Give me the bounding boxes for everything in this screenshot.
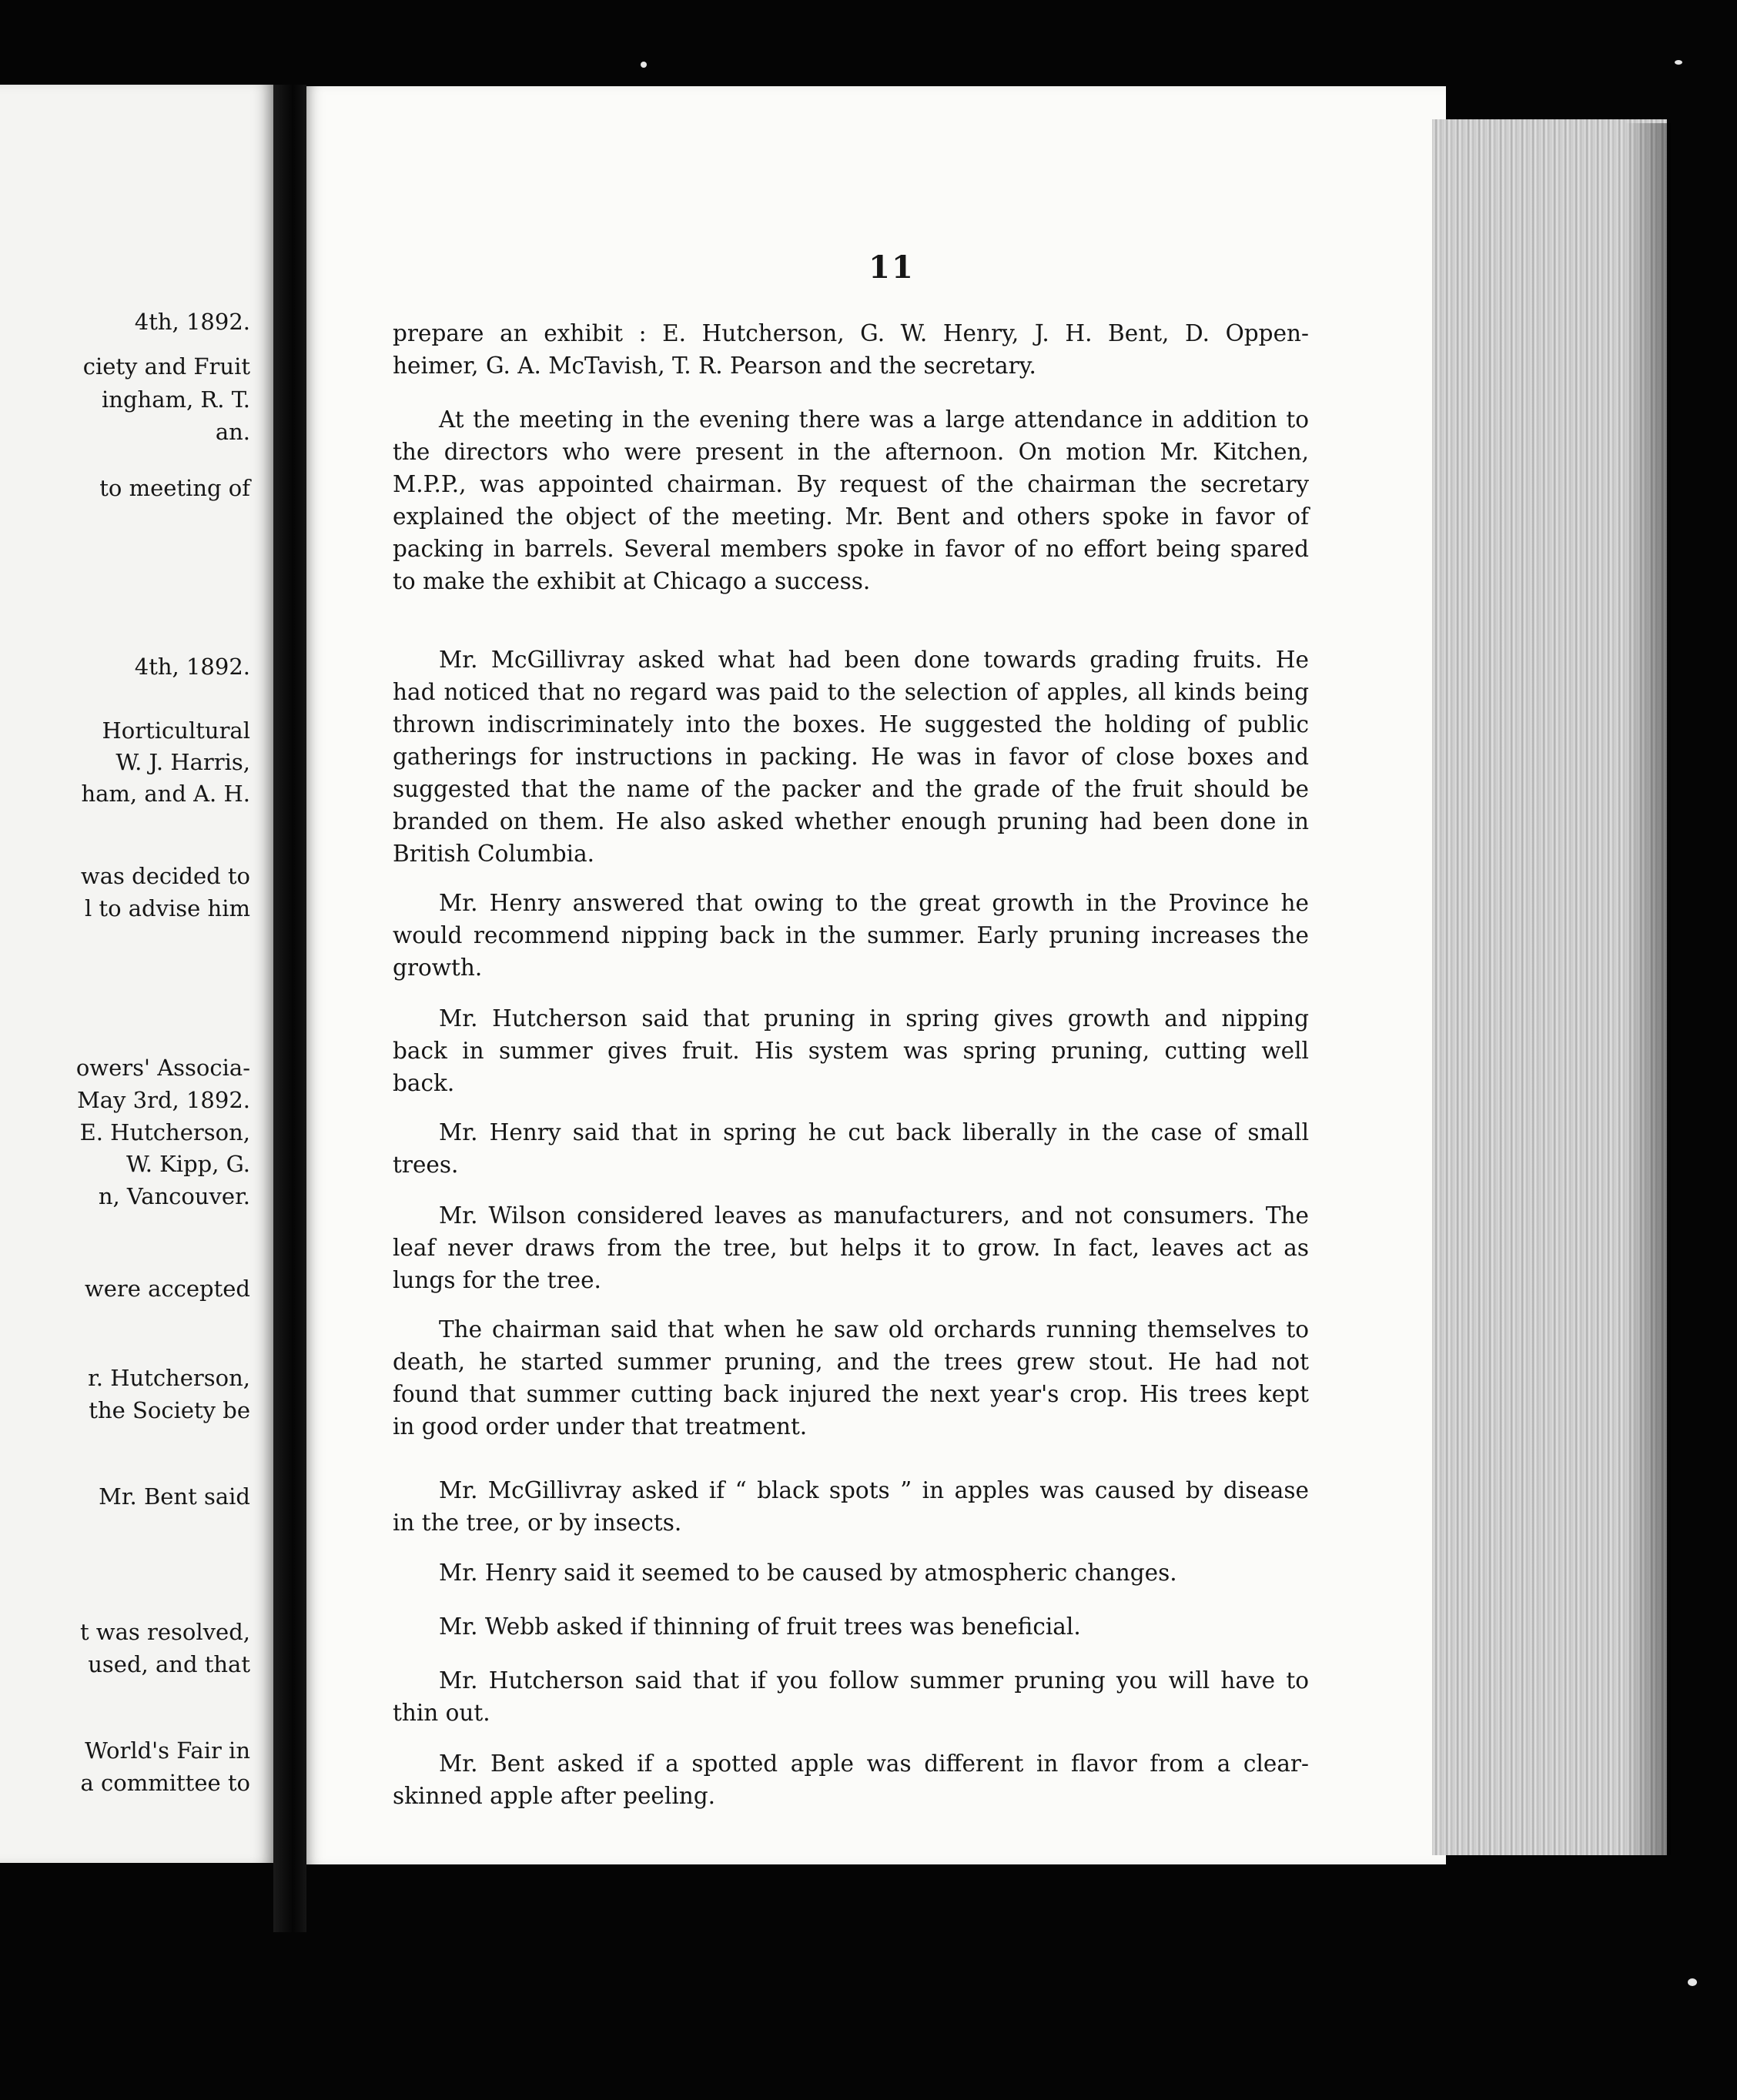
text-line: thrown indiscriminately into the boxes. He suggested the holding of public bbox=[393, 711, 1309, 737]
paragraph bbox=[393, 887, 1309, 984]
text-line: would recommend nipping back in the summer. Early pruning increases the bbox=[393, 922, 1309, 948]
left-page-line: a committee to bbox=[80, 1770, 250, 1796]
text-line: British Columbia. bbox=[393, 841, 595, 867]
text-line: Mr. McGillivray asked if “ black spots ” in apples was caused by disease bbox=[439, 1477, 1309, 1503]
paragraph bbox=[393, 317, 1309, 382]
text-line: growth. bbox=[393, 955, 483, 981]
left-page-line: ham, and A. H. bbox=[81, 781, 250, 807]
text-line: to make the exhibit at Chicago a success. bbox=[393, 568, 871, 594]
paragraph bbox=[393, 1199, 1309, 1296]
left-page-line: E. Hutcherson, bbox=[79, 1119, 250, 1145]
text-line: in the tree, or by insects. bbox=[393, 1510, 682, 1536]
text-line: found that summer cutting back injured the next year's crop. His trees kept bbox=[393, 1381, 1309, 1407]
text-line: Mr. Henry answered that owing to the great growth in the Province he bbox=[439, 890, 1309, 916]
left-page-line: owers' Associa- bbox=[75, 1055, 250, 1081]
paragraph bbox=[393, 1557, 1309, 1589]
left-page-line: 4th, 1892. bbox=[134, 309, 250, 335]
text-line: in good order under that treatment. bbox=[393, 1413, 808, 1440]
text-line: Mr. Henry said it seemed to be caused by atmospheric changes. bbox=[439, 1560, 1177, 1586]
paragraph bbox=[393, 1313, 1309, 1443]
page-number: 11 bbox=[868, 249, 915, 286]
text-line: thin out. bbox=[393, 1700, 490, 1726]
left-page-line: r. Hutcherson, bbox=[88, 1365, 250, 1391]
text-line: Mr. Wilson considered leaves as manufacturers, and not consumers. The bbox=[439, 1202, 1309, 1229]
text-line: death, he started summer pruning, and the trees grew stout. He had not bbox=[393, 1349, 1309, 1375]
paragraph bbox=[393, 1474, 1309, 1539]
left-page-line: ciety and Fruit bbox=[82, 353, 250, 380]
left-page-line: t was resolved, bbox=[79, 1619, 250, 1645]
text-line: skinned apple after peeling. bbox=[393, 1783, 716, 1809]
left-page-line: was decided to bbox=[80, 863, 250, 889]
text-line: Mr. Webb asked if thinning of fruit trees was beneficial. bbox=[439, 1613, 1081, 1640]
left-page-line: to meeting of bbox=[99, 475, 250, 501]
left-page bbox=[0, 85, 273, 1863]
left-page-line: W. Kipp, G. bbox=[126, 1151, 250, 1177]
left-page-line: W. J. Harris, bbox=[115, 749, 250, 775]
text-line: heimer, G. A. McTavish, T. R. Pearson and the secretary. bbox=[393, 353, 1036, 379]
text-line: lungs for the tree. bbox=[393, 1267, 601, 1293]
left-page-line: May 3rd, 1892. bbox=[77, 1087, 250, 1113]
fore-edge-shadow bbox=[1625, 123, 1671, 1855]
left-page-line: the Society be bbox=[89, 1397, 250, 1423]
text-line: Mr. Hutcherson said that if you follow summer pruning you will have to bbox=[439, 1667, 1309, 1694]
left-page-line: 4th, 1892. bbox=[134, 654, 250, 680]
scan-speck bbox=[1688, 1978, 1697, 1986]
paragraph bbox=[393, 1116, 1309, 1181]
text-line: At the meeting in the evening there was a large attendance in addition to bbox=[439, 406, 1309, 433]
text-line: Mr. McGillivray asked what had been done towards grading fruits. He bbox=[439, 647, 1309, 673]
left-page-line: used, and that bbox=[88, 1651, 250, 1677]
text-line: Mr. Hutcherson said that pruning in spring gives growth and nipping bbox=[439, 1005, 1309, 1032]
text-line: Mr. Henry said that in spring he cut back liberally in the case of small bbox=[439, 1119, 1309, 1145]
left-page-line: ingham, R. T. bbox=[102, 386, 250, 413]
text-line: gatherings for instructions in packing. He was in favor of close boxes and bbox=[393, 744, 1309, 770]
paragraph bbox=[393, 1002, 1309, 1099]
text-line: explained the object of the meeting. Mr. Bent and others spoke in favor of bbox=[393, 503, 1309, 530]
text-line: The chairman said that when he saw old orchards running themselves to bbox=[439, 1316, 1309, 1343]
scan-speck bbox=[1675, 60, 1682, 65]
text-line: Mr. Bent asked if a spotted apple was different in flavor from a clear- bbox=[439, 1751, 1309, 1777]
left-page-line: World's Fair in bbox=[85, 1737, 250, 1764]
paragraph bbox=[393, 1610, 1309, 1643]
left-page-line: were accepted bbox=[84, 1276, 250, 1302]
paragraph bbox=[393, 644, 1309, 870]
right-page bbox=[306, 86, 1446, 1864]
left-page-line: n, Vancouver. bbox=[98, 1183, 250, 1209]
text-line: back in summer gives fruit. His system was spring pruning, cutting well bbox=[393, 1038, 1309, 1064]
paragraph bbox=[393, 1747, 1309, 1812]
left-page-line: l to advise him bbox=[84, 895, 250, 921]
text-line: prepare an exhibit : E. Hutcherson, G. W. Henry, J. H. Bent, D. Oppen- bbox=[393, 320, 1309, 346]
scan-speck bbox=[641, 62, 647, 68]
left-page-line: Horticultural bbox=[102, 717, 250, 744]
left-page-line: an. bbox=[215, 419, 250, 445]
text-line: suggested that the name of the packer and the grade of the fruit should be bbox=[393, 776, 1309, 802]
left-page-line: Mr. Bent said bbox=[99, 1483, 250, 1510]
text-line: trees. bbox=[393, 1152, 459, 1178]
book-spine-gutter bbox=[273, 85, 306, 1932]
text-line: back. bbox=[393, 1070, 455, 1096]
text-line: packing in barrels. Several members spoke in favor of no effort being spared bbox=[393, 536, 1309, 562]
text-line: leaf never draws from the tree, but helps it to grow. In fact, leaves act as bbox=[393, 1235, 1309, 1261]
text-line: had noticed that no regard was paid to the selection of apples, all kinds being bbox=[393, 679, 1309, 705]
paragraph bbox=[393, 1664, 1309, 1729]
text-line: branded on them. He also asked whether enough pruning had been done in bbox=[393, 808, 1309, 834]
paragraph bbox=[393, 403, 1309, 597]
text-line: the directors who were present in the afternoon. On motion Mr. Kitchen, bbox=[393, 439, 1309, 465]
text-line: M.P.P., was appointed chairman. By request of the chairman the secretary bbox=[393, 471, 1309, 497]
